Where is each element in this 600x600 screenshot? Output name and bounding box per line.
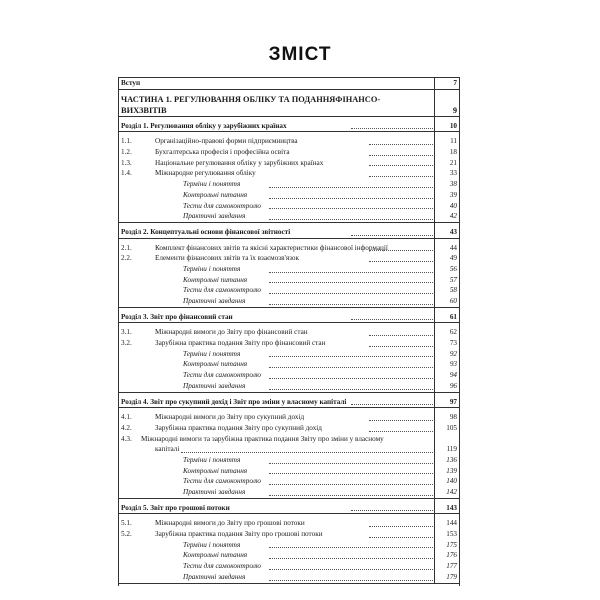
toc-item-row xyxy=(119,243,459,254)
dot-leader xyxy=(269,389,433,390)
toc-item-number: 5.2. xyxy=(121,530,132,539)
toc-item-page: 60 xyxy=(434,296,457,307)
toc-part-line2: ВИХЗВІТІВ xyxy=(121,105,167,115)
toc-item-number: 3.2. xyxy=(121,339,132,348)
toc-item-number: 1.3. xyxy=(121,158,132,167)
toc-item-text: Розділ 4. Звіт про сукупний дохід і Звіт про зміни у власному капіталі xyxy=(121,397,347,406)
toc-item-number: 1.2. xyxy=(121,148,132,157)
dot-leader xyxy=(369,165,433,166)
toc-item-text: Бухгалтерська професія і професійна освіта xyxy=(155,148,290,157)
toc-item-text: Тести для самоконтролю xyxy=(183,371,261,380)
toc-extra-row xyxy=(119,572,459,583)
toc-item-number: 2.2. xyxy=(121,254,132,263)
toc-item-row xyxy=(119,518,459,529)
toc-item-text: Терміни і поняття xyxy=(183,180,241,189)
dot-leader xyxy=(351,235,433,236)
toc-item-text: Зарубіжна практика подання Звіту про фінансовий стан xyxy=(155,339,326,348)
toc-item-number: 4.1. xyxy=(121,413,132,422)
toc-item-row xyxy=(119,338,459,349)
toc-item-page: 97 xyxy=(434,397,457,408)
toc-section-row xyxy=(119,121,459,132)
dot-leader xyxy=(269,580,433,581)
toc-item-text: Міжнародні вимоги до Звіту про фінансовий стан xyxy=(155,328,308,337)
dot-leader xyxy=(269,304,433,305)
toc-item-text: Практичні завдання xyxy=(183,381,246,390)
toc-item-text: Міжнародне регулювання обліку xyxy=(155,169,256,178)
toc-item-page: 177 xyxy=(434,561,457,572)
toc-item-page: 57 xyxy=(434,275,457,286)
toc-item-number: 4.3. xyxy=(121,434,132,443)
dot-leader xyxy=(269,463,433,464)
toc-item-page: 179 xyxy=(434,572,457,583)
toc-part-row-cont xyxy=(119,105,459,116)
toc-item-number: 2.1. xyxy=(121,243,132,252)
dot-leader xyxy=(369,431,433,432)
toc-extra-row xyxy=(119,381,459,392)
toc-item-page: 176 xyxy=(434,550,457,561)
toc-item-number: 3.1. xyxy=(121,328,132,337)
toc-item-row xyxy=(119,253,459,264)
toc-extra-row xyxy=(119,349,459,360)
toc-item-page: 136 xyxy=(434,455,457,466)
dot-leader xyxy=(269,367,433,368)
toc-item-page: 62 xyxy=(434,327,457,338)
dot-leader xyxy=(369,155,433,156)
toc-item-text: Тести для самоконтролю xyxy=(183,286,261,295)
toc-item-number: 5.1. xyxy=(121,519,132,528)
toc-section-row xyxy=(119,227,459,238)
toc-item-page: 10 xyxy=(434,121,457,132)
table-of-contents xyxy=(118,77,460,586)
toc-item-page: 73 xyxy=(434,338,457,349)
toc-extra-row xyxy=(119,550,459,561)
toc-item-page: 38 xyxy=(434,179,457,190)
toc-item-page xyxy=(434,434,457,445)
toc-item-text: Міжнародні вимоги до Звіту про сукупний дохід xyxy=(155,413,305,422)
toc-item-text: Організаційно-правові форми підприємництва xyxy=(155,137,298,146)
toc-item-page: 140 xyxy=(434,476,457,487)
toc-item-page: 96 xyxy=(434,381,457,392)
toc-item-page: 92 xyxy=(434,349,457,360)
dot-leader xyxy=(369,537,433,538)
dot-leader xyxy=(369,261,433,262)
toc-item-text: Терміни і поняття xyxy=(183,264,241,273)
toc-intro-row xyxy=(119,78,459,89)
toc-item-page: 93 xyxy=(434,359,457,370)
toc-item-number: 1.4. xyxy=(121,169,132,178)
toc-item-text: Тести для самоконтролю xyxy=(183,562,261,571)
toc-item-page: 139 xyxy=(434,466,457,477)
dot-leader xyxy=(269,219,433,220)
toc-extra-row xyxy=(119,370,459,381)
toc-item-page: 42 xyxy=(434,211,457,222)
page-title: ЗМІСТ xyxy=(268,44,332,65)
toc-extra-row xyxy=(119,285,459,296)
dot-leader xyxy=(269,187,433,188)
toc-item-text: Елементи фінансових звітів та їх взаємозв'язок xyxy=(155,254,300,263)
toc-item-text: Контрольні питання xyxy=(183,551,248,560)
toc-item-text: Практичні завдання xyxy=(183,488,246,496)
toc-item-page: 56 xyxy=(434,264,457,275)
dot-leader xyxy=(369,526,433,527)
dot-leader xyxy=(269,558,433,559)
toc-item-text: Розділ 2. Концептуальні основи фінансової звітності xyxy=(121,227,291,236)
toc-item-row xyxy=(119,168,459,179)
toc-extra-row xyxy=(119,179,459,190)
toc-item-text: Контрольні питання xyxy=(183,275,248,284)
toc-extra-row xyxy=(119,540,459,551)
toc-item-page: 18 xyxy=(434,147,457,158)
toc-item-page: 142 xyxy=(434,487,457,498)
toc-item-row xyxy=(119,412,459,423)
dot-leader xyxy=(181,452,433,453)
dot-leader xyxy=(269,473,433,474)
toc-item-page: 105 xyxy=(434,423,457,434)
dot-leader xyxy=(269,495,433,496)
toc-item-text: Контрольні питання xyxy=(183,190,248,199)
toc-item-page: 61 xyxy=(434,312,457,323)
toc-item-text: Комплект фінансових звітів та якісні характеристики фінансової інформації xyxy=(155,243,388,252)
dot-leader xyxy=(351,404,433,405)
toc-item-text: Контрольні питання xyxy=(183,360,248,369)
toc-extra-row xyxy=(119,466,459,477)
toc-item-text: Зарубіжна практика подання Звіту про сукупний дохід xyxy=(155,423,322,432)
toc-item-text: Практичні завдання xyxy=(183,212,246,221)
dot-leader xyxy=(369,144,433,145)
toc-item-page: 119 xyxy=(434,444,457,455)
toc-item-text: Національне регулювання обліку у зарубіжних країнах xyxy=(155,158,324,167)
toc-item-row xyxy=(119,529,459,540)
toc-item-text: капіталі xyxy=(155,445,180,454)
toc-item-page: 44 xyxy=(434,243,457,254)
toc-part-page: 9 xyxy=(434,105,457,116)
toc-extra-row xyxy=(119,561,459,572)
toc-intro-text: Вступ xyxy=(121,79,141,87)
dot-leader xyxy=(369,250,433,251)
toc-item-page: 33 xyxy=(434,168,457,179)
toc-item-text: Міжнародні вимоги та зарубіжна практика подання Звіту про зміни у власному xyxy=(141,434,384,443)
toc-item-text: Терміни і поняття xyxy=(183,349,241,358)
toc-item-page: 143 xyxy=(434,503,457,514)
toc-extra-row xyxy=(119,264,459,275)
toc-extra-row xyxy=(119,476,459,487)
dot-leader xyxy=(269,569,433,570)
toc-extra-row xyxy=(119,211,459,222)
toc-extra-row xyxy=(119,487,459,498)
toc-item-page: 39 xyxy=(434,190,457,201)
dot-leader xyxy=(269,208,433,209)
toc-item-page: 21 xyxy=(434,158,457,169)
toc-intro-page: 7 xyxy=(434,78,457,89)
toc-section-row xyxy=(119,503,459,514)
toc-extra-row xyxy=(119,359,459,370)
divider xyxy=(119,583,459,586)
toc-item-page: 175 xyxy=(434,540,457,551)
dot-leader xyxy=(351,128,433,129)
toc-section-row xyxy=(119,397,459,408)
toc-item-row xyxy=(119,158,459,169)
toc-item-text: Терміни і поняття xyxy=(183,455,241,464)
toc-part-row xyxy=(119,94,459,105)
dot-leader xyxy=(369,335,433,336)
toc-item-text: Міжнародні вимоги до Звіту про грошові потоки xyxy=(155,519,305,528)
dot-leader xyxy=(269,272,433,273)
dot-leader xyxy=(269,198,433,199)
toc-item-page: 94 xyxy=(434,370,457,381)
dot-leader xyxy=(269,547,433,548)
toc-item-text: Розділ 3. Звіт про фінансовий стан xyxy=(121,312,233,321)
dot-leader xyxy=(269,282,433,283)
toc-item-page: 153 xyxy=(434,529,457,540)
toc-item-row xyxy=(119,147,459,158)
toc-item-text: Розділ 1. Регулювання обліку у зарубіжних країнах xyxy=(121,121,287,130)
toc-item-text: Тести для самоконтролю xyxy=(183,477,261,486)
dot-leader xyxy=(269,293,433,294)
toc-item-text: Практичні завдання xyxy=(183,572,246,581)
toc-item-page: 40 xyxy=(434,201,457,212)
toc-item-text: Тести для самоконтролю xyxy=(183,201,261,210)
toc-extra-row xyxy=(119,190,459,201)
toc-item-text: Практичні завдання xyxy=(183,297,246,305)
toc-item-row xyxy=(119,434,459,445)
toc-item-number: 1.1. xyxy=(121,137,132,146)
dot-leader xyxy=(369,346,433,347)
toc-item-row-cont xyxy=(119,444,459,455)
dot-leader xyxy=(269,378,433,379)
toc-item-page: 49 xyxy=(434,253,457,264)
toc-item-text: Зарубіжна практика подання Звіту про грошові потоки xyxy=(155,530,323,539)
dot-leader xyxy=(351,510,433,511)
toc-item-page: 43 xyxy=(434,227,457,238)
toc-part-line1: ЧАСТИНА 1. РЕГУЛЮВАННЯ ОБЛІКУ ТА ПОДАННЯФІНАНСО- xyxy=(121,94,381,104)
dot-leader xyxy=(269,484,433,485)
toc-item-page: 98 xyxy=(434,412,457,423)
toc-extra-row xyxy=(119,201,459,212)
toc-item-row xyxy=(119,136,459,147)
toc-item-text: Розділ 5. Звіт про грошові потоки xyxy=(121,503,230,512)
toc-extra-row xyxy=(119,275,459,286)
toc-item-text: Контрольні питання xyxy=(183,466,248,475)
toc-item-row xyxy=(119,327,459,338)
dot-leader xyxy=(351,319,433,320)
toc-item-row xyxy=(119,423,459,434)
toc-item-page: 11 xyxy=(434,136,457,147)
toc-extra-row xyxy=(119,296,459,307)
toc-item-page: 144 xyxy=(434,518,457,529)
toc-item-number: 4.2. xyxy=(121,423,132,432)
toc-item-page: 58 xyxy=(434,285,457,296)
toc-section-row xyxy=(119,312,459,323)
dot-leader xyxy=(269,356,433,357)
dot-leader xyxy=(369,176,433,177)
toc-item-text: Терміни і поняття xyxy=(183,540,241,549)
toc-extra-row xyxy=(119,455,459,466)
dot-leader xyxy=(369,420,433,421)
